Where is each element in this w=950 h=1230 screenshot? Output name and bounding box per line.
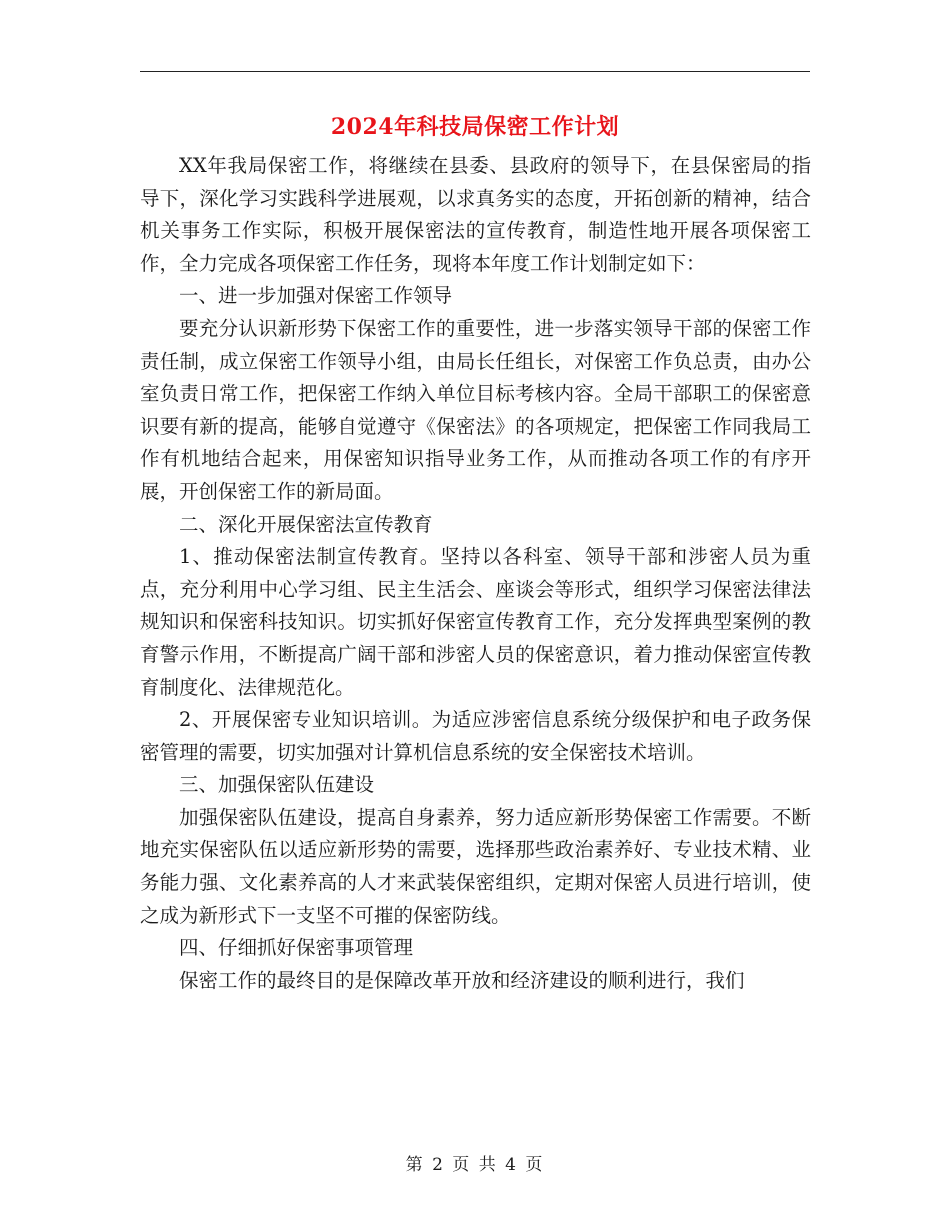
paragraph-intro: XX年我局保密工作，将继续在县委、县政府的领导下，在县保密局的指导下，深化学习实践科学进展观，以求真务实的态度，开拓创新的精神，结合机关事务工作实际，积极开展保密法的宣传教育，制造性地开展各项保密工作，全力完成各项保密工作任务，现将本年度工作计划制定如下： — [140, 154, 811, 275]
section-heading-3: 三、加强保密队伍建设 — [179, 773, 375, 797]
section-heading-2: 二、深化开展保密法宣传教育 — [179, 512, 433, 536]
section-heading-1: 一、进一步加强对保密工作领导 — [179, 284, 453, 308]
document-body — [140, 150, 811, 997]
paragraph: 要充分认识新形势下保密工作的重要性，进一步落实领导干部的保密工作责任制，成立保密工作领导小组，由局长任组长，对保密工作负总责，由办公室负责日常工作，把保密工作纳入单位目标考核内容。全局干部职工的保密意识要有新的提高，能够自觉遵守《保密法》的各项规定，把保密工作同我局工作有机地结合起来，用保密知识指导业务工作，从而推动各项工作的有序开展，开创保密工作的新局面。 — [140, 316, 811, 503]
page-number-footer: 第 2 页 共 4 页 — [405, 1155, 545, 1175]
paragraph: 1、推动保密法制宣传教育。坚持以各科室、领导干部和涉密人员为重点，充分利用中心学习组、民主生活会、座谈会等形式，组织学习保密法律法规知识和保密科技知识。切实抓好保密宣传教育工作，充分发挥典型案例的教育警示作用，不断提高广阔干部和涉密人员的保密意识，着力推动保密宣传教育制度化、法律规范化。 — [140, 545, 811, 699]
paragraph: 保密工作的最终目的是保障改革开放和经济建设的顺利进行，我们 — [179, 968, 745, 992]
paragraph: 加强保密队伍建设，提高自身素养，努力适应新形势保密工作需要。不断地充实保密队伍以适应新形势的需要，选择那些政治素养好、专业技术精、业务能力强、文化素养高的人才来武装保密组织，定期对保密人员进行培训，使之成为新形式下一支坚不可摧的保密防线。 — [140, 805, 811, 927]
section-heading-4: 四、仔细抓好保密事项管理 — [179, 936, 414, 960]
paragraph: 2、开展保密专业知识培训。为适应涉密信息系统分级保护和电子政务保密管理的需要，切实加强对计算机信息系统的安全保密技术培训。 — [140, 708, 811, 764]
document-title: 2024年科技局保密工作计划 — [330, 114, 620, 140]
header-divider — [140, 71, 810, 72]
